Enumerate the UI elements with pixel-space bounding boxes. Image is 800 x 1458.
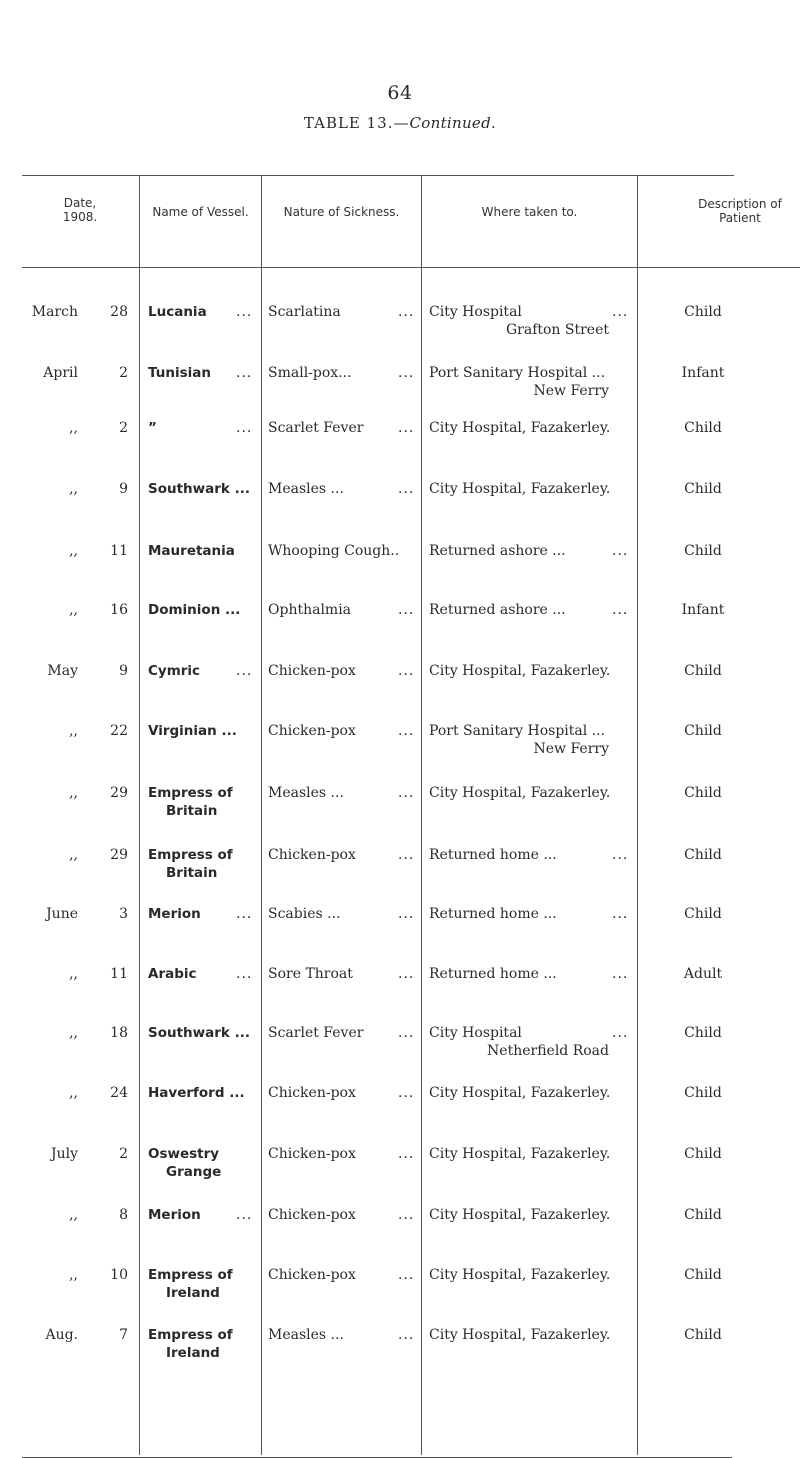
row-where-dots: ...: [612, 602, 629, 618]
row-where-dots: ...: [612, 1025, 629, 1041]
row-nature-dots: ...: [398, 420, 415, 436]
row-vessel-name: Oswestry: [148, 1146, 220, 1162]
row-month: ,,: [69, 847, 78, 863]
row-vessel-name: Arabic: [148, 966, 197, 982]
row-nature-dots: ...: [398, 1146, 415, 1162]
row-vessel-name: Lucania: [148, 304, 207, 320]
row-vessel: [148, 846, 260, 882]
row-where-dots: ...: [612, 847, 629, 863]
row-where-text: City Hospital, Fazakerley.: [429, 1267, 611, 1283]
row-nature: Chicken-pox: [268, 847, 356, 863]
row-vessel-dots: ...: [236, 1207, 253, 1223]
row-description: Infant: [681, 365, 725, 381]
row-day: 2: [119, 365, 128, 381]
table-row: [0, 480, 800, 520]
row-nature: Scarlatina: [268, 304, 341, 320]
row-where: [429, 480, 637, 498]
row-vessel: [148, 722, 260, 740]
row-nature: Scabies ...: [268, 906, 341, 922]
row-where-line2: Netherfield Road: [487, 1043, 609, 1059]
row-month: June: [46, 906, 78, 922]
table-row: [0, 965, 800, 1005]
row-vessel-dots: ...: [236, 966, 253, 982]
row-day: 24: [110, 1085, 128, 1101]
row-month: April: [43, 365, 78, 381]
row-vessel-dots: ...: [236, 304, 253, 320]
header-date: Date, 1908.: [62, 196, 98, 224]
row-nature: Chicken-pox: [268, 723, 356, 739]
row-description: Child: [684, 1025, 722, 1041]
row-day: 3: [119, 906, 128, 922]
row-where: [429, 662, 637, 680]
row-where: [429, 846, 637, 864]
row-vessel-name: Empress of: [148, 785, 233, 801]
row-vessel-name: Dominion ...: [148, 602, 241, 618]
row-description: Child: [684, 663, 722, 679]
row-where-dots: ...: [612, 906, 629, 922]
table-row: [0, 1084, 800, 1124]
row-where: [429, 905, 637, 923]
row-vessel-name: Merion: [148, 906, 201, 922]
caption-title: TABLE 13.—: [303, 114, 410, 132]
row-day: 29: [110, 847, 128, 863]
table-row: [0, 662, 800, 702]
row-where-text: City Hospital: [429, 304, 522, 320]
row-description: Child: [684, 1085, 722, 1101]
row-description: Child: [684, 723, 722, 739]
row-vessel-name: ”: [148, 420, 157, 436]
row-vessel-dots: ...: [236, 365, 253, 381]
header-where: Where taken to.: [481, 205, 578, 219]
row-description: Child: [684, 420, 722, 436]
row-description: Child: [684, 481, 722, 497]
row-day: 16: [110, 602, 128, 618]
row-nature: Measles ...: [268, 481, 344, 497]
row-description: Child: [684, 785, 722, 801]
row-nature: Chicken-pox: [268, 663, 356, 679]
row-nature-dots: ...: [398, 663, 415, 679]
row-nature-dots: ...: [398, 1025, 415, 1041]
row-nature-dots: ...: [398, 847, 415, 863]
row-nature-dots: ...: [398, 723, 415, 739]
row-nature: Chicken-pox: [268, 1085, 356, 1101]
row-month: Aug.: [45, 1327, 78, 1343]
row-where-text: Port Sanitary Hospital ...: [429, 365, 606, 381]
row-where: [429, 965, 637, 983]
row-day: 2: [119, 420, 128, 436]
row-vessel-name: Southwark ...: [148, 1025, 250, 1041]
row-where: [429, 303, 637, 339]
table-row: [0, 1145, 800, 1185]
row-where: [429, 722, 637, 758]
row-where-text: City Hospital, Fazakerley.: [429, 420, 611, 436]
row-nature: Small-pox...: [268, 365, 352, 381]
row-vessel-dots: ...: [236, 906, 253, 922]
row-vessel-name: Virginian ...: [148, 723, 237, 739]
row-where: [429, 784, 637, 802]
row-vessel-name: Tunisian: [148, 365, 211, 381]
row-vessel: [148, 542, 260, 560]
table-row: [0, 364, 800, 404]
row-where: [429, 1084, 637, 1102]
row-vessel: [148, 601, 260, 619]
row-where: [429, 601, 637, 619]
row-where-line2: New Ferry: [533, 741, 609, 757]
row-month: July: [50, 1146, 78, 1162]
row-month: ,,: [69, 602, 78, 618]
row-vessel-name: Haverford ...: [148, 1085, 245, 1101]
row-day: 29: [110, 785, 128, 801]
row-where-text: Returned home ...: [429, 847, 557, 863]
row-nature-dots: ...: [398, 785, 415, 801]
table-row: [0, 1206, 800, 1246]
row-where: [429, 1206, 637, 1224]
row-where-line2: New Ferry: [533, 383, 609, 399]
row-description: Adult: [683, 966, 723, 982]
row-nature-dots: ...: [398, 481, 415, 497]
row-vessel-name: Empress of: [148, 1327, 233, 1343]
row-vessel-name: Empress of: [148, 1267, 233, 1283]
row-where: [429, 1145, 637, 1163]
row-nature-dots: ...: [398, 304, 415, 320]
top-rule: [22, 175, 734, 176]
row-vessel-dots: ...: [236, 663, 253, 679]
row-nature-dots: ...: [398, 966, 415, 982]
row-nature: Measles ...: [268, 785, 344, 801]
row-vessel-name-line2: Britain: [166, 803, 218, 819]
row-vessel-name: Cymric: [148, 663, 201, 679]
row-nature-dots: ...: [398, 906, 415, 922]
row-vessel: [148, 480, 260, 498]
row-where-text: City Hospital, Fazakerley.: [429, 1146, 611, 1162]
table-row: [0, 1266, 800, 1306]
row-nature: Scarlet Fever: [268, 1025, 364, 1041]
row-month: ,,: [69, 1025, 78, 1041]
row-where: [429, 419, 637, 437]
row-nature: Scarlet Fever: [268, 420, 364, 436]
row-month: ,,: [69, 723, 78, 739]
row-description: Child: [684, 1327, 722, 1343]
page-number: 64: [387, 82, 413, 104]
row-month: ,,: [69, 966, 78, 982]
row-vessel-name-line2: Grange: [166, 1164, 222, 1180]
table-row: [0, 419, 800, 459]
row-month: ,,: [69, 1267, 78, 1283]
row-month: ,,: [69, 1207, 78, 1223]
table-row: [0, 542, 800, 582]
row-day: 18: [110, 1025, 128, 1041]
row-nature-dots: ...: [398, 1327, 415, 1343]
row-vessel-dots: ...: [236, 420, 253, 436]
row-vessel: [148, 1084, 260, 1102]
row-nature: Sore Throat: [268, 966, 353, 982]
row-nature: Chicken-pox: [268, 1146, 356, 1162]
table-row: [0, 601, 800, 641]
row-day: 2: [119, 1146, 128, 1162]
row-nature-dots: ...: [398, 1267, 415, 1283]
row-vessel-name-line2: Britain: [166, 865, 218, 881]
row-vessel-name-line2: Ireland: [166, 1345, 220, 1361]
row-where-dots: ...: [612, 543, 629, 559]
row-description: Infant: [681, 602, 725, 618]
row-where: [429, 1024, 637, 1060]
row-month: May: [47, 663, 78, 679]
row-day: 10: [110, 1267, 128, 1283]
header-vessel: Name of Vessel.: [152, 205, 249, 219]
table-row: [0, 1326, 800, 1366]
row-description: Child: [684, 906, 722, 922]
row-nature: Ophthalmia: [268, 602, 352, 618]
row-nature: Chicken-pox: [268, 1207, 356, 1223]
row-where-text: City Hospital, Fazakerley.: [429, 663, 611, 679]
row-month: ,,: [69, 1085, 78, 1101]
row-month: ,,: [69, 481, 78, 497]
row-nature: Chicken-pox: [268, 1267, 356, 1283]
row-where-dots: ...: [612, 304, 629, 320]
caption-continued: Continued.: [409, 114, 497, 132]
row-vessel: [148, 1145, 260, 1181]
table-row: [0, 1024, 800, 1064]
row-nature-dots: ...: [398, 1085, 415, 1101]
table-row: [0, 846, 800, 886]
row-description: Child: [684, 304, 722, 320]
row-vessel-name-line2: Ireland: [166, 1285, 220, 1301]
row-day: 11: [110, 543, 128, 559]
row-day: 8: [119, 1207, 128, 1223]
row-description: Child: [684, 1207, 722, 1223]
row-description: Child: [684, 1146, 722, 1162]
table-row: [0, 784, 800, 824]
header-description: Description of Patient: [698, 197, 782, 225]
row-where-text: Returned ashore ...: [429, 543, 566, 559]
row-where-text: Returned home ...: [429, 906, 557, 922]
row-where: [429, 542, 637, 560]
row-description: Child: [684, 543, 722, 559]
row-vessel: [148, 1266, 260, 1302]
row-nature-dots: ...: [398, 602, 415, 618]
row-vessel-name: Empress of: [148, 847, 233, 863]
row-where-text: Port Sanitary Hospital ...: [429, 723, 606, 739]
row-nature: Whooping Cough..: [268, 543, 400, 559]
row-vessel-name: Southwark ...: [148, 481, 250, 497]
row-where-text: City Hospital, Fazakerley.: [429, 481, 611, 497]
row-where-dots: ...: [612, 966, 629, 982]
row-nature-dots: ...: [398, 365, 415, 381]
row-day: 28: [110, 304, 128, 320]
row-where-text: City Hospital: [429, 1025, 522, 1041]
row-where-text: City Hospital, Fazakerley.: [429, 1085, 611, 1101]
row-month: March: [31, 304, 78, 320]
row-description: Child: [684, 1267, 722, 1283]
row-where: [429, 364, 637, 400]
row-month: ,,: [69, 785, 78, 801]
row-where-text: City Hospital, Fazakerley.: [429, 1327, 611, 1343]
row-month: ,,: [69, 420, 78, 436]
table-row: [0, 905, 800, 945]
row-vessel: [148, 1024, 260, 1042]
row-where-text: City Hospital, Fazakerley.: [429, 1207, 611, 1223]
row-where: [429, 1326, 637, 1344]
row-where-text: Returned ashore ...: [429, 602, 566, 618]
row-nature: Measles ...: [268, 1327, 344, 1343]
row-description: Child: [684, 847, 722, 863]
table-row: [0, 303, 800, 343]
row-day: 7: [119, 1327, 128, 1343]
row-where-text: Returned home ...: [429, 966, 557, 982]
row-day: 11: [110, 966, 128, 982]
table-row: [0, 722, 800, 762]
row-day: 9: [119, 481, 128, 497]
row-where-text: City Hospital, Fazakerley.: [429, 785, 611, 801]
row-vessel: [148, 784, 260, 820]
table-caption: [0, 114, 800, 132]
row-day: 9: [119, 663, 128, 679]
row-day: 22: [110, 723, 128, 739]
row-vessel-name: Merion: [148, 1207, 201, 1223]
row-where: [429, 1266, 637, 1284]
row-where-line2: Grafton Street: [505, 322, 609, 338]
row-month: ,,: [69, 543, 78, 559]
header-nature: Nature of Sickness.: [283, 205, 400, 219]
row-nature-dots: ...: [398, 1207, 415, 1223]
row-vessel-name: Mauretania: [148, 543, 235, 559]
